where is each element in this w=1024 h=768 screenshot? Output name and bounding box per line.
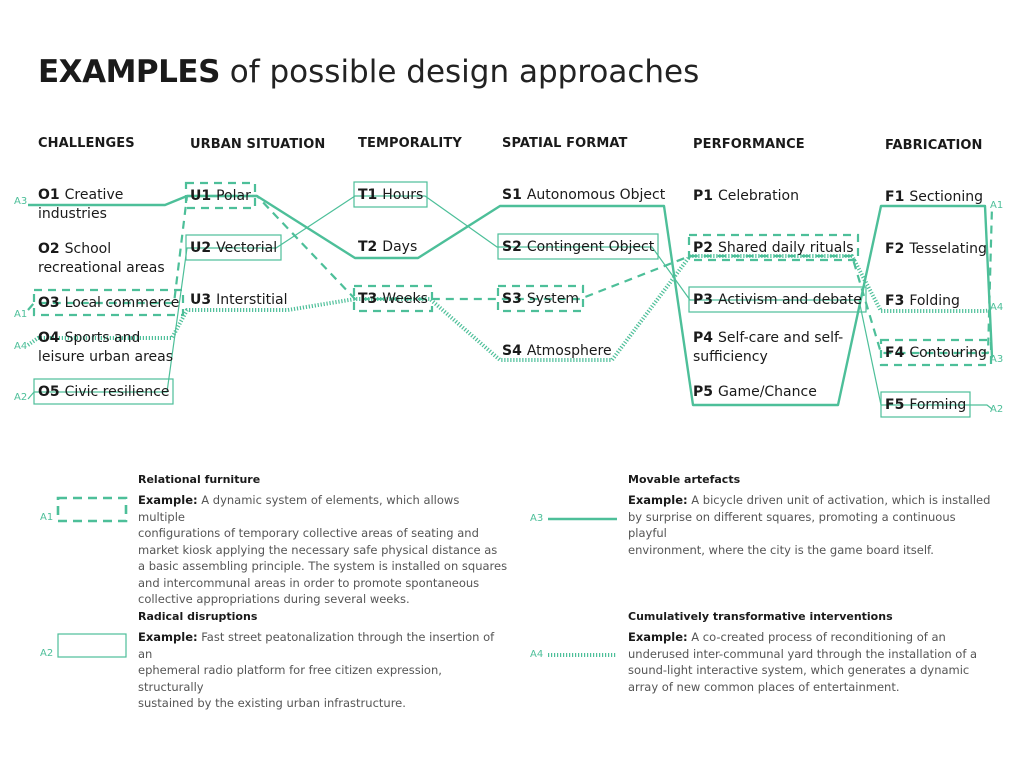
node-o2-school-recreational-areas: O2 School recreational areas [38, 241, 165, 276]
node-o1-creative-industries: O1 Creative industries [38, 187, 124, 222]
node-p3-activism-and-debate: P3 Activism and debate [693, 292, 862, 308]
legend-text-a4: Example: A co-created process of reconditioning of an underused inter-communal yard through the installation of a sound-light interactive system, which generates a dynamic array of new common places of entertainment. [628, 630, 978, 694]
node-u1-polar: U1 Polar [190, 188, 251, 204]
legend-text-a1: Example: A dynamic system of elements, which allows multiple configurations of temporary collective areas of seating and market kiosk applying the necessary safe physical distance as a basic assembling principle. The system is installed on squares and intercommunal areas in order to promote spontaneous collective appropriations during several weeks. [138, 493, 508, 606]
node-s4-atmosphere: S4 Atmosphere [502, 343, 612, 359]
node-f3-folding: F3 Folding [885, 293, 960, 309]
node-s3-system: S3 System [502, 291, 580, 307]
path-tag-left-a2: A2 [14, 392, 28, 403]
column-heading-spatial-format: SPATIAL FORMAT [502, 136, 628, 151]
path-tag-right-a4: A4 [990, 302, 1004, 313]
legend-heading-movable-artefacts: Movable artefacts [628, 473, 741, 486]
legend-heading-radical-disruptions: Radical disruptions [138, 610, 258, 623]
node-u3-interstitial: U3 Interstitial [190, 292, 288, 308]
path-tag-right-a1: A1 [990, 200, 1004, 211]
node-f2-tesselating: F2 Tesselating [885, 241, 987, 257]
legend-swatch-a1 [58, 498, 126, 521]
column-heading-urban-situation: URBAN SITUATION [190, 137, 326, 152]
title-strong: EXAMPLES [38, 54, 220, 90]
path-tag-left-a1: A1 [14, 309, 28, 320]
legend-heading-relational-furniture: Relational furniture [138, 473, 261, 486]
node-p5-game-chance: P5 Game/Chance [693, 384, 817, 400]
path-tag-right-a2: A2 [990, 404, 1004, 415]
node-p4-self-care: P4 Self-care and self- sufficiency [693, 330, 844, 365]
legend-text-a2: Example: Fast street peatonalization through the insertion of an ephemeral radio platform for free citizen expression, structurally sustained by the existing urban infrastructure. [138, 630, 495, 710]
legend-tag-a2: A2 [40, 648, 54, 659]
node-f1-sectioning: F1 Sectioning [885, 189, 983, 205]
node-s1-autonomous-object: S1 Autonomous Object [502, 187, 666, 203]
column-heading-temporality: TEMPORALITY [358, 136, 462, 151]
path-tag-left-a4: A4 [14, 341, 28, 352]
column-heading-performance: PERFORMANCE [693, 137, 805, 152]
legend-tag-a4: A4 [530, 649, 544, 660]
node-t2-days: T2 Days [358, 239, 418, 255]
title-rest: of possible design approaches [229, 54, 700, 90]
node-t3-weeks: T3 Weeks [358, 291, 428, 307]
node-t1-hours: T1 Hours [358, 187, 424, 203]
node-s2-contingent-object: S2 Contingent Object [502, 239, 655, 255]
node-o3-local-commerce: O3 Local commerce [38, 295, 180, 311]
legend-swatch-a2 [58, 634, 126, 657]
node-f4-contouring: F4 Contouring [885, 345, 987, 361]
path-tag-left-a3: A3 [14, 196, 28, 207]
path-tag-right-a3: A3 [990, 354, 1004, 365]
node-p2-shared-daily-rituals: P2 Shared daily rituals [693, 240, 854, 256]
legend-tag-a3: A3 [530, 513, 544, 524]
column-heading-fabrication: FABRICATION [885, 138, 983, 153]
node-f5-forming: F5 Forming [885, 397, 967, 413]
column-heading-challenges: CHALLENGES [38, 136, 135, 151]
legend-heading-cumulatively-transformative: Cumulatively transformative interventions [628, 610, 893, 623]
node-u2-vectorial: U2 Vectorial [190, 240, 278, 256]
node-o5-civic-resilience: O5 Civic resilience [38, 384, 170, 400]
node-o4-sports-leisure: O4 Sports and leisure urban areas [38, 330, 174, 365]
legend-text-a3: Example: A bicycle driven unit of activation, which is installed by surprise on different squares, promoting a continuous playful environment, where the city is the game board itself. [628, 493, 991, 557]
legend-tag-a1: A1 [40, 512, 54, 523]
node-p1-celebration: P1 Celebration [693, 188, 799, 204]
